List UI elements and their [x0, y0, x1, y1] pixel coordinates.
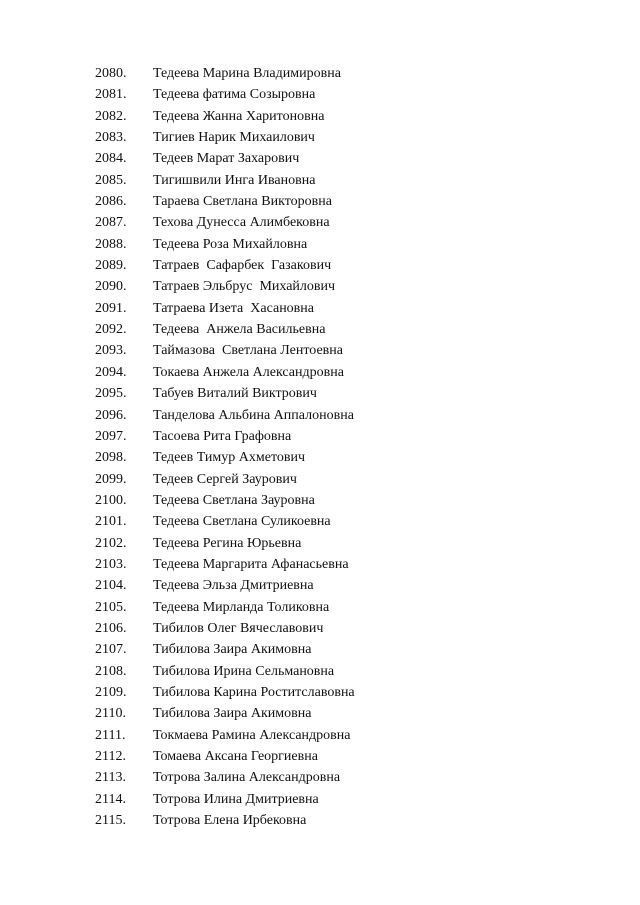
list-item — [0, 362, 640, 383]
entry-number: 2106. — [95, 620, 127, 636]
entry-name: Тедеева Светлана Зауровна — [153, 492, 315, 508]
entry-number: 2100. — [95, 492, 127, 508]
entry-name: Тедеева Анжела Васильевна — [153, 322, 326, 338]
list-item — [0, 84, 640, 105]
name-list — [0, 63, 640, 831]
entry-name: Техова Дунесса Алимбековна — [153, 215, 330, 231]
entry-number: 2094. — [95, 364, 127, 380]
entry-name: Тотрова Елена Ирбековна — [153, 813, 307, 829]
list-item — [0, 319, 640, 340]
entry-number: 2095. — [95, 386, 127, 402]
list-item — [0, 789, 640, 810]
entry-number: 2110. — [95, 706, 126, 722]
entry-number: 2087. — [95, 215, 127, 231]
list-item — [0, 661, 640, 682]
entry-name: Тибилова Карина Роститславовна — [153, 684, 355, 700]
entry-name: Татраева Изета Хасановна — [153, 300, 314, 316]
list-item — [0, 298, 640, 319]
entry-name: Тедеева Жанна Харитоновна — [153, 108, 325, 124]
entry-name: Тедеева фатима Созыровна — [153, 87, 316, 103]
entry-name: Токмаева Рамина Александровна — [153, 727, 351, 743]
list-item — [0, 533, 640, 554]
entry-name: Танделова Альбина Аппалоновна — [153, 407, 354, 423]
entry-name: Тедеева Регина Юрьевна — [153, 535, 302, 551]
entry-number: 2083. — [95, 130, 127, 146]
list-item — [0, 340, 640, 361]
entry-name: Тотрова Залина Александровна — [153, 770, 341, 786]
entry-number: 2093. — [95, 343, 127, 359]
entry-name: Табуев Виталий Виктрович — [153, 386, 317, 402]
entry-name: Тараева Светлана Викторовна — [153, 194, 332, 210]
entry-number: 2108. — [95, 663, 127, 679]
entry-number: 2103. — [95, 556, 127, 572]
list-item — [0, 725, 640, 746]
list-item — [0, 469, 640, 490]
entry-number: 2080. — [95, 66, 127, 81]
entry-number: 2082. — [95, 108, 127, 124]
list-item — [0, 426, 640, 447]
list-item — [0, 618, 640, 639]
entry-number: 2111. — [95, 727, 126, 743]
list-item — [0, 810, 640, 831]
entry-name: Томаева Аксана Георгиевна — [153, 749, 318, 764]
entry-name: Тедеев Тимур Ахметович — [153, 450, 306, 466]
entry-number: 2088. — [95, 236, 127, 252]
list-item — [0, 703, 640, 724]
entry-number: 2098. — [95, 450, 127, 466]
list-item — [0, 511, 640, 532]
entry-number: 2091. — [95, 300, 127, 316]
entry-name: Татраев Сафарбек Газакович — [153, 258, 332, 274]
list-item — [0, 191, 640, 212]
list-item — [0, 234, 640, 255]
entry-name: Тедеев Марат Захарович — [153, 151, 300, 167]
entry-name: Тедеева Мирланда Толиковна — [153, 599, 330, 615]
entry-name: Тедеева Маргарита Афанасьевна — [153, 556, 349, 572]
entry-number: 2081. — [95, 87, 127, 103]
list-item — [0, 554, 640, 575]
entry-number: 2086. — [95, 194, 127, 210]
entry-name: Тедеева Эльза Дмитриевна — [153, 578, 314, 594]
entry-name: Тедеева Светлана Суликоевна — [153, 514, 331, 530]
entry-number: 2105. — [95, 599, 127, 615]
entry-name: Тедеева Роза Михайловна — [153, 236, 308, 252]
entry-name: Токаева Анжела Александровна — [153, 364, 344, 380]
entry-name: Таймазова Светлана Лентоевна — [153, 343, 343, 359]
entry-number: 2097. — [95, 428, 127, 444]
entry-number: 2099. — [95, 471, 127, 487]
entry-name: Татраев Эльбрус Михайлович — [153, 279, 336, 295]
entry-number: 2101. — [95, 514, 127, 530]
entry-name: Тибилова Заира Акимовна — [153, 642, 312, 658]
entry-number: 2085. — [95, 172, 127, 188]
list-item — [0, 405, 640, 426]
list-item — [0, 212, 640, 233]
entry-name: Тигиев Нарик Михаилович — [153, 130, 315, 146]
entry-number: 2112. — [95, 749, 126, 764]
entry-name: Тедеев Сергей Заурович — [153, 471, 297, 487]
entry-number: 2107. — [95, 642, 127, 658]
entry-name: Тотрова Илина Дмитриевна — [153, 791, 319, 807]
entry-name: Тедеева Марина Владимировна — [153, 66, 341, 81]
entry-number: 2104. — [95, 578, 127, 594]
list-item — [0, 170, 640, 191]
entry-name: Тибилов Олег Вячеславович — [153, 620, 324, 636]
list-item — [0, 63, 640, 84]
list-item — [0, 575, 640, 596]
entry-number: 2114. — [95, 791, 126, 807]
entry-name: Тибилова Ирина Сельмановна — [153, 663, 335, 679]
list-item — [0, 639, 640, 660]
entry-number: 2109. — [95, 684, 127, 700]
list-item — [0, 106, 640, 127]
entry-name: Тигишвили Инга Ивановна — [153, 172, 316, 188]
entry-number: 2115. — [95, 813, 126, 829]
list-item — [0, 767, 640, 788]
entry-number: 2090. — [95, 279, 127, 295]
list-item — [0, 746, 640, 767]
entry-number: 2096. — [95, 407, 127, 423]
entry-number: 2092. — [95, 322, 127, 338]
list-item — [0, 255, 640, 276]
list-item — [0, 127, 640, 148]
list-item — [0, 597, 640, 618]
list-item — [0, 276, 640, 297]
entry-number: 2084. — [95, 151, 127, 167]
list-item — [0, 490, 640, 511]
entry-number: 2113. — [95, 770, 126, 786]
list-item — [0, 148, 640, 169]
entry-number: 2102. — [95, 535, 127, 551]
list-item — [0, 383, 640, 404]
entry-name: Тасоева Рита Графовна — [153, 428, 292, 444]
entry-number: 2089. — [95, 258, 127, 274]
entry-name: Тибилова Заира Акимовна — [153, 706, 312, 722]
list-item — [0, 682, 640, 703]
list-item — [0, 447, 640, 468]
